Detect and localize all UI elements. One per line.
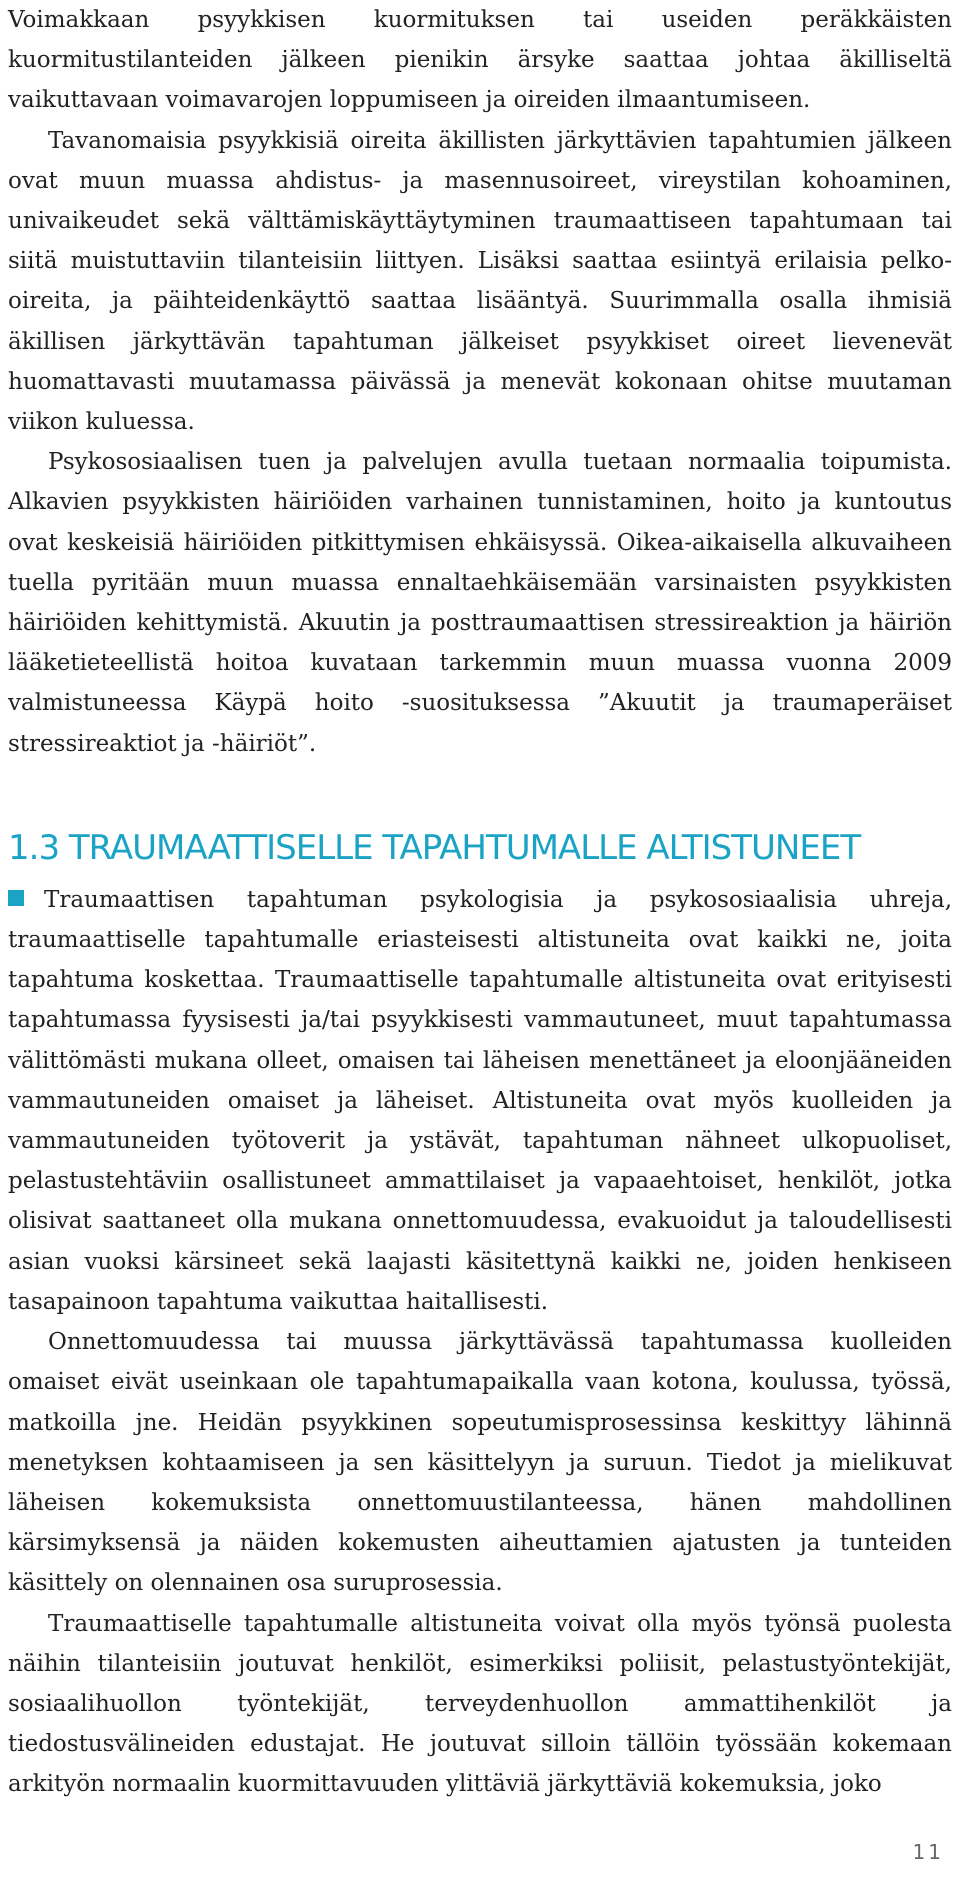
intro-paragraph-3: Psykososiaalisen tuen ja palvelujen avulla tuetaan normaalia toipumista. Alkavien psyykkisten häiriöiden varhainen tunnistaminen, hoito ja kuntoutus ovat keskeisiä häiriöiden pitkittymisen ehkäisyssä. Oikea-aikaisella alkuvaiheen tuella pyritään muun muassa ennaltaehkäisemään varsinaisten psyykkisten häiriöiden kehittymistä. Akuutin ja posttraumaattisen stressireaktion ja häiriön lääketieteellistä hoitoa kuvataan tarkemmin muun muassa vuonna 2009 valmistuneessa Käypä hoito -suosituksessa ”Akuutit ja traumaperäiset stressireaktiot ja -häiriöt”.	[8, 449, 952, 757]
section-heading: 1.3 TRAUMAATTISELLE TAPAHTUMALLE ALTISTUNEET	[8, 827, 861, 868]
section-paragraph-2: Onnettomuudessa tai muussa järkyttävässä tapahtumassa kuolleiden omaiset eivät useinkaan ole tapahtumapaikalla vaan kotona, koulussa, työssä, matkoilla jne. Heidän psyykkinen sopeutumisprosessinsa keskittyy lähinnä menetyksen kohtaamiseen ja sen käsittelyyn ja suruun. Tiedot ja mielikuvat läheisen kokemuksista onnettomuustilanteessa, hänen mahdollinen kärsimyksensä ja näiden kokemusten aiheuttamien ajatusten ja tunteiden käsittely on olennainen osa suruprosessia.	[8, 1329, 952, 1597]
page-number: 11	[912, 1840, 944, 1864]
section-paragraph-3: Traumaattiselle tapahtumalle altistuneita voivat olla myös työnsä puolesta näihin tilanteisiin joutuvat henkilöt, esimerkiksi poliisit, pelastustyöntekijät, sosiaalihuollon työntekijät, terveydenhuollon ammattihenkilöt ja tiedostusvälineiden edustajat. He joutuvat silloin tällöin työssään kokemaan arkityön normaalin kuormittavuuden ylittäviä järkyttäviä kokemuksia, joko	[8, 1610, 952, 1798]
section-paragraph-1-text: Traumaattisen tapahtuman psykologisia ja psykososiaalisia uhreja, traumaattiselle tapahtumalle eriasteisesti altistuneita ovat kaikki ne, joita tapahtuma koskettaa. Traumaattiselle tapahtumalle altistuneita ovat erityisesti tapahtumassa fyysisesti ja/tai psyykkisesti vammautuneet, muut tapahtumassa välittömästi mukana olleet, omaisen tai läheisen menettäneet ja eloonjääneiden vammautuneiden omaiset ja läheiset. Altistuneita ovat myös kuolleiden ja vammautuneiden työtoverit ja ystävät, tapahtuman nähneet ulkopuoliset, pelastustehtäviin osallistuneet ammattilaiset ja vapaaehtoiset, henkilöt, jotka olisivat saattaneet olla mukana onnettomuudessa, evakuoidut ja taloudellisesti asian vuoksi kärsineet sekä laajasti käsitettynä kaikki ne, joiden henkiseen tasapainoon tapahtuma vaikuttaa haitallisesti.	[8, 886, 952, 1315]
intro-paragraph-2: Tavanomaisia psyykkisiä oireita äkillisten järkyttävien tapahtumien jälkeen ovat muun muassa ahdistus- ja masennusoireet, vireystilan kohoaminen, univaikeudet sekä välttämiskäyttäytyminen traumaattiseen tapahtumaan tai siitä muistuttaviin tilanteisiin liittyen. Lisäksi saattaa esiintyä erilaisia pelko-oireita, ja päihteidenkäyttö saattaa lisääntyä. Suurimmalla osalla ihmisiä äkillisen järkyttävän tapahtuman jälkeiset psyykkiset oireet lievenevät huomattavasti muutamassa päivässä ja menevät kokonaan ohitse muutaman viikon kuluessa.	[8, 127, 952, 436]
square-bullet-icon	[8, 890, 24, 906]
section-paragraph-1	[8, 880, 952, 1322]
intro-paragraph-1: Voimakkaan psyykkisen kuormituksen tai useiden peräkkäisten kuormitustilanteiden jälkeen pienikin ärsyke saattaa johtaa äkilliseltä vaikuttavaan voimavarojen loppumiseen ja oireiden ilmaantumiseen.	[8, 7, 952, 114]
document-page	[8, 0, 952, 1805]
